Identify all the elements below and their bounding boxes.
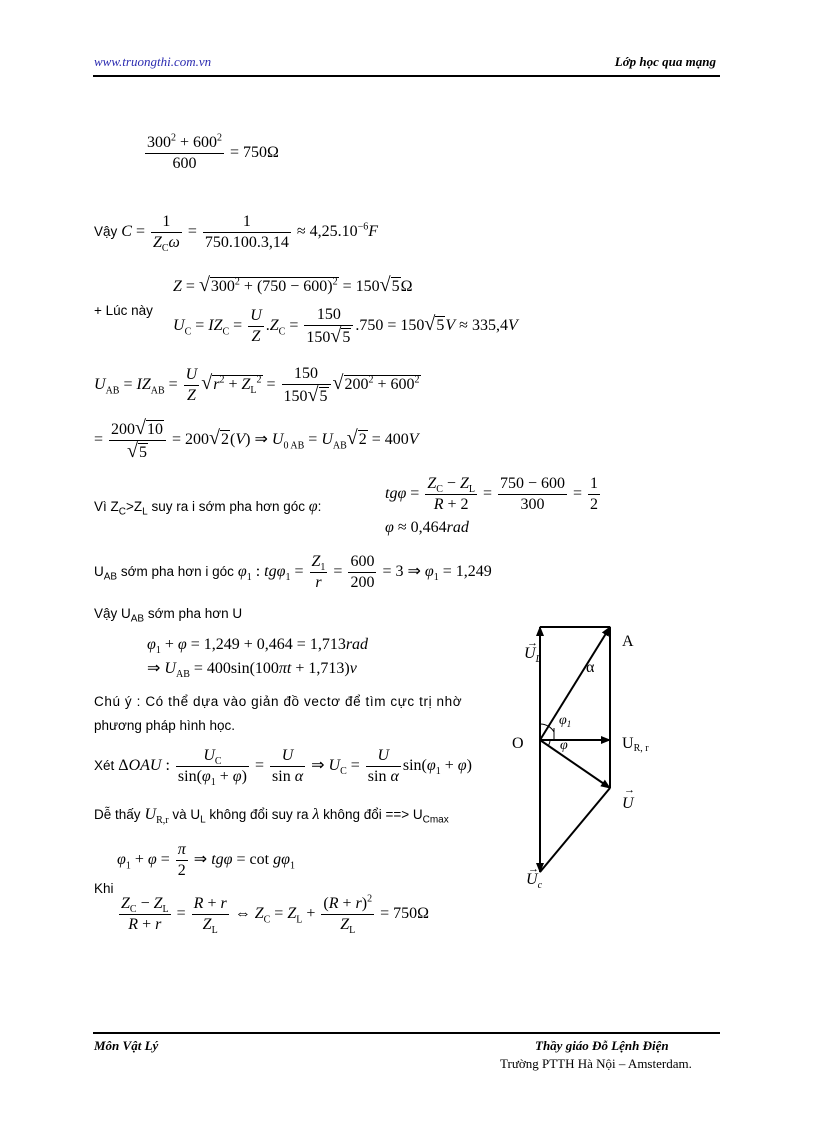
label-urr: UR, r xyxy=(622,735,649,754)
equation-sine-rule: Xét ΔOAU : $\frac{U_C}{\sin(\varphi_1 + \varphi)}$ = $\frac{U}{\text{sin α}}$ ⇒ $U_C$ = $\frac{U}{\text{sin α}}$ $\sin(\varphi_1 + \varphi)$ xyxy=(94,747,472,789)
label-a: A xyxy=(622,633,634,650)
footer-school: Trường PTTH Hà Nội – Amsterdam. xyxy=(500,1056,692,1071)
equation-phi-pi2: $\varphi_1 + \varphi$ = $\frac{\pi}{2}$ ⇒ $tg\varphi = \cot g\varphi_1$ xyxy=(117,841,295,879)
bottom-line xyxy=(540,788,610,872)
equation-phi-sum: $\varphi_1 + \varphi = 1,249 + 0,464 = 1,713rad$ xyxy=(147,636,369,657)
oa-vector xyxy=(540,627,610,740)
label-alpha: α xyxy=(586,659,595,676)
label-uc: $U_c$ xyxy=(526,871,543,891)
arrow-u: → xyxy=(624,784,635,796)
label-o: O xyxy=(512,735,524,752)
vay-uab-text: Vậy $U_{AB}$ sớm pha hơn U xyxy=(94,606,243,625)
chu-y-line-2: phương pháp hình học. xyxy=(94,718,235,733)
vi-zc-text: Vì $Z_C>Z_L$ suy ra i sớm pha hơn góc φ: xyxy=(94,498,322,518)
header-rule xyxy=(93,75,720,77)
equation-u0ab: = $\frac{200√10}{√5}$ = 200√2(V) ⇒ $U_{0 AB} = U_{AB}√2 = 400V$ xyxy=(94,417,419,462)
label-u: U xyxy=(622,795,634,812)
equation-uc: $U_C = IZ_C$ = $\frac{U}{Z}$ $.Z_C$ = $\frac{150}{150√5}$ .750 = 150√5V ≈ 335,4V xyxy=(173,306,518,347)
de-thay-line: Dễ thấy $U_{R,r}$ và $U_L$ không đổi suy ra λ không đổi ==> $U_{Cmax}$ xyxy=(94,806,449,827)
chu-y-line-1: Chú ý : Có thể dựa vào giản đồ vectơ để tìm cực trị nhờ xyxy=(94,694,463,709)
equation-zc-750: $\frac{300^2 + 600^2}{600}$ = 750Ω xyxy=(147,132,279,172)
footer-subject: Môn Vật Lý xyxy=(94,1038,159,1053)
u-vector xyxy=(540,740,610,788)
arrow-uc: → xyxy=(528,863,539,875)
equation-final-zc: $\frac{Z_C - Z_L}{R + r}$ = $\frac{R + r}{Z_L}$ ⇔ $Z_C = Z_L$ + $\frac{(R + r)^2}{Z_L}$ = 750Ω xyxy=(121,893,429,937)
equation-capacitance: Vậy C = $\frac{1}{Z_C\omega}$ = $\frac{1}{750.100.3,14}$ ≈ $4,25.10^{-6}F$ xyxy=(94,213,379,255)
equation-impedance: $Z = √300^2 + (750 - 600)^2 = 150√5\Omega$ xyxy=(173,274,413,296)
header-title: Lớp học qua mạng xyxy=(614,54,716,69)
khi-label: Khi xyxy=(94,881,114,896)
equation-uab-t: ⇒ $U_{AB} = 400\sin(100\pi t + 1,713)v$ xyxy=(147,660,357,681)
vector-diagram xyxy=(500,610,700,900)
equation-tan-phi: tgφ = $\frac{Z_C - Z_L}{R + 2}$ = $\frac{750 - 600}{300}$ = $\frac{1}{2}$ xyxy=(385,475,599,513)
equation-uab: $U_{AB} = IZ_{AB}$ = $\frac{U}{Z}$ $√r^2 + Z_L^2$ = $\frac{150}{150√5}$ $√200^2 + 600^2$ xyxy=(94,365,420,406)
uab-phi1-line: $U_{AB}$ sớm pha hơn i góc $\varphi_1$ : tgφ$_1$ = $\frac{Z_1}{r}$ = $\frac{600}{200}$ = 3 ⇒ $\varphi_1 = 1,249$ xyxy=(94,553,492,591)
arrow-ul: → xyxy=(527,637,538,649)
label-phi: φ xyxy=(560,738,568,753)
footer-teacher: Thầy giáo Đỗ Lệnh Điện xyxy=(535,1038,669,1053)
header-website[interactable]: www.truongthi.com.vn xyxy=(94,54,212,69)
label-phi1: $\varphi_1$ xyxy=(559,713,572,729)
footer-rule xyxy=(93,1032,720,1034)
equation-phi-value: φ ≈ 0,464rad xyxy=(385,519,469,536)
label-ul: $U_L$ xyxy=(524,645,542,665)
luc-nay-label: + Lúc này xyxy=(94,303,153,318)
